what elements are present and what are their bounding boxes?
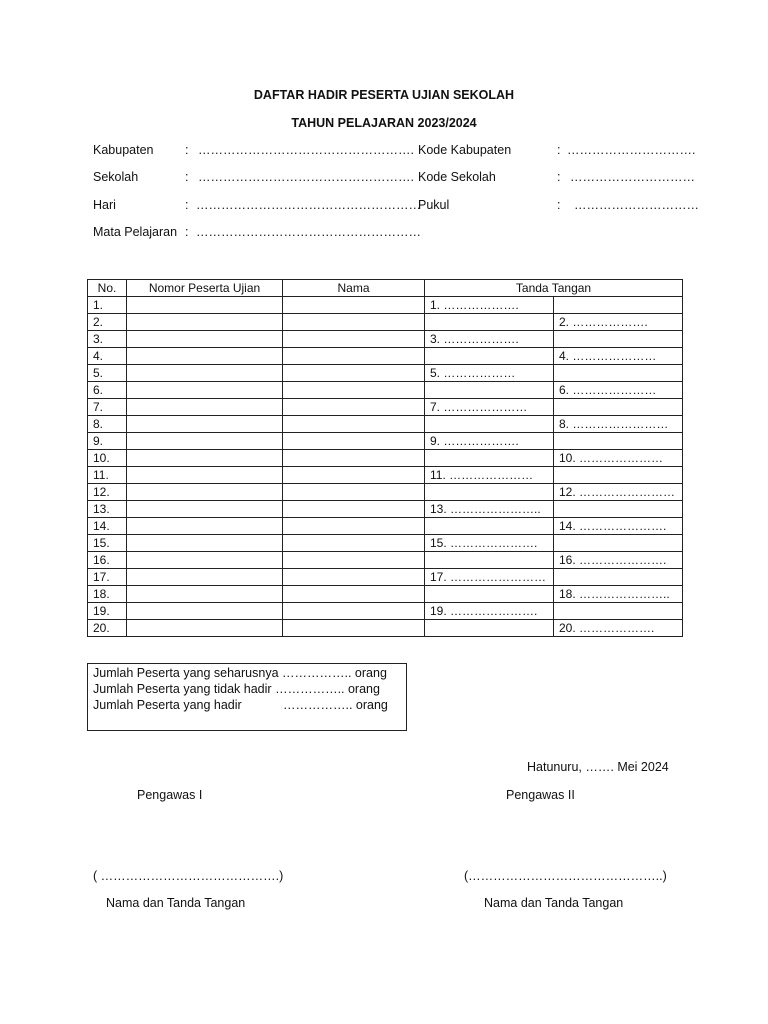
cell-signature-right: 2. ……………….	[554, 314, 683, 331]
summary-box	[87, 663, 407, 731]
cell-signature-left	[425, 348, 554, 365]
label-sekolah: Sekolah	[93, 170, 139, 184]
sep-kode-sekolah: :	[557, 170, 561, 184]
cell-signature-right	[554, 433, 683, 450]
cell-signature-left	[425, 620, 554, 637]
cell-signature-left: 1. ……………….	[425, 297, 554, 314]
cell-signature-left	[425, 314, 554, 331]
cell-signature-right: 12. ……………………	[554, 484, 683, 501]
summary-present-value: …………….. orang	[283, 698, 388, 712]
sep-sekolah: :	[185, 170, 189, 184]
cell-signature-right: 18. …………………..	[554, 586, 683, 603]
cell-no: 3.	[88, 331, 127, 348]
table-row	[88, 501, 683, 518]
cell-no: 4.	[88, 348, 127, 365]
column-header-tanda-tangan: Tanda Tangan	[425, 280, 683, 297]
cell-nama	[283, 586, 425, 603]
table-row	[88, 484, 683, 501]
cell-nomor-peserta	[127, 314, 283, 331]
cell-no: 17.	[88, 569, 127, 586]
cell-nomor-peserta	[127, 586, 283, 603]
cell-nama	[283, 348, 425, 365]
pengawas-2-title: Pengawas II	[506, 788, 575, 802]
cell-no: 19.	[88, 603, 127, 620]
cell-signature-right	[554, 535, 683, 552]
table-row	[88, 365, 683, 382]
summary-expected-value: …………….. orang	[282, 666, 387, 680]
cell-nama	[283, 450, 425, 467]
cell-nama	[283, 314, 425, 331]
cell-nama	[283, 331, 425, 348]
cell-no: 14.	[88, 518, 127, 535]
cell-signature-right	[554, 365, 683, 382]
attendance-table	[87, 279, 683, 637]
column-header-nama: Nama	[283, 280, 425, 297]
cell-no: 10.	[88, 450, 127, 467]
table-row	[88, 433, 683, 450]
cell-nama	[283, 620, 425, 637]
cell-signature-left: 5. ………………	[425, 365, 554, 382]
cell-signature-left: 11. …………………	[425, 467, 554, 484]
cell-nomor-peserta	[127, 331, 283, 348]
cell-signature-left	[425, 518, 554, 535]
value-kabupaten: …………………………………………….	[198, 143, 414, 157]
cell-nama	[283, 399, 425, 416]
label-kabupaten: Kabupaten	[93, 143, 154, 157]
cell-nomor-peserta	[127, 399, 283, 416]
cell-no: 18.	[88, 586, 127, 603]
label-mata-pelajaran: Mata Pelajaran	[93, 225, 178, 239]
cell-nomor-peserta	[127, 535, 283, 552]
cell-nomor-peserta	[127, 450, 283, 467]
table-row	[88, 467, 683, 484]
cell-nomor-peserta	[127, 603, 283, 620]
cell-signature-right	[554, 331, 683, 348]
table-row	[88, 552, 683, 569]
cell-no: 6.	[88, 382, 127, 399]
summary-present-label: Jumlah Peserta yang hadir	[93, 698, 242, 712]
sep-kode-kabupaten: :	[557, 143, 561, 157]
value-hari: ………………………………………………	[196, 198, 421, 212]
table-row	[88, 569, 683, 586]
cell-signature-right: 10. …………………	[554, 450, 683, 467]
cell-nomor-peserta	[127, 416, 283, 433]
cell-no: 12.	[88, 484, 127, 501]
cell-no: 16.	[88, 552, 127, 569]
cell-nomor-peserta	[127, 433, 283, 450]
table-row	[88, 518, 683, 535]
cell-nomor-peserta	[127, 297, 283, 314]
table-header-row	[88, 280, 683, 297]
cell-nomor-peserta	[127, 382, 283, 399]
table-row	[88, 535, 683, 552]
cell-no: 7.	[88, 399, 127, 416]
table-row	[88, 331, 683, 348]
cell-signature-left	[425, 484, 554, 501]
cell-signature-left: 17. ……………………	[425, 569, 554, 586]
table-row	[88, 297, 683, 314]
table-row	[88, 416, 683, 433]
cell-nama	[283, 518, 425, 535]
sep-kabupaten: :	[185, 143, 189, 157]
label-kode-kabupaten: Kode Kabupaten	[418, 143, 512, 157]
cell-nama	[283, 433, 425, 450]
cell-nomor-peserta	[127, 467, 283, 484]
cell-signature-left: 19. ………………….	[425, 603, 554, 620]
sep-mata-pelajaran: :	[185, 225, 189, 239]
cell-nama	[283, 501, 425, 518]
value-kode-kabupaten: ………………………….	[567, 143, 696, 157]
summary-expected-label: Jumlah Peserta yang seharusnya	[93, 666, 279, 680]
cell-signature-left	[425, 416, 554, 433]
cell-nomor-peserta	[127, 518, 283, 535]
cell-no: 11.	[88, 467, 127, 484]
cell-signature-right	[554, 501, 683, 518]
cell-nama	[283, 365, 425, 382]
cell-nomor-peserta	[127, 620, 283, 637]
attendance-table-body	[88, 297, 683, 637]
column-header-nomor-peserta: Nomor Peserta Ujian	[127, 280, 283, 297]
column-header-no: No.	[88, 280, 127, 297]
sep-pukul: :	[557, 198, 561, 212]
cell-signature-left: 3. ……………….	[425, 331, 554, 348]
pengawas-2-signature-line: (………………………………………..)	[464, 869, 667, 883]
summary-absent-value: …………….. orang	[275, 682, 380, 696]
table-row	[88, 399, 683, 416]
cell-signature-right	[554, 399, 683, 416]
table-row	[88, 586, 683, 603]
cell-signature-right: 4. …………………	[554, 348, 683, 365]
cell-signature-left: 15. ………………….	[425, 535, 554, 552]
cell-nomor-peserta	[127, 365, 283, 382]
pengawas-1-caption: Nama dan Tanda Tangan	[106, 896, 246, 910]
cell-nama	[283, 484, 425, 501]
label-hari: Hari	[93, 198, 116, 212]
place-date: Hatunuru, ……. Mei 2024	[527, 760, 669, 774]
pengawas-1-signature-line: ( …………………………………….)	[93, 869, 284, 883]
cell-nomor-peserta	[127, 348, 283, 365]
label-pukul: Pukul	[418, 198, 450, 212]
document-title: DAFTAR HADIR PESERTA UJIAN SEKOLAH	[253, 88, 515, 102]
cell-signature-right: 16. ………………….	[554, 552, 683, 569]
cell-signature-left	[425, 450, 554, 467]
cell-nama	[283, 416, 425, 433]
cell-signature-left	[425, 586, 554, 603]
cell-signature-left	[425, 552, 554, 569]
cell-no: 2.	[88, 314, 127, 331]
value-mata-pelajaran: ………………………………………………	[196, 225, 421, 239]
table-row	[88, 603, 683, 620]
cell-signature-left	[425, 382, 554, 399]
pengawas-2-caption: Nama dan Tanda Tangan	[484, 896, 624, 910]
cell-no: 1.	[88, 297, 127, 314]
table-row	[88, 450, 683, 467]
cell-nomor-peserta	[127, 569, 283, 586]
table-row	[88, 348, 683, 365]
document-subtitle: TAHUN PELAJARAN 2023/2024	[291, 116, 477, 130]
cell-nama	[283, 552, 425, 569]
value-pukul: …………………………	[574, 198, 699, 212]
pengawas-1-title: Pengawas I	[137, 788, 203, 802]
cell-no: 20.	[88, 620, 127, 637]
cell-no: 5.	[88, 365, 127, 382]
summary-line-present	[93, 697, 401, 713]
cell-signature-left: 13. …………………..	[425, 501, 554, 518]
cell-signature-right: 6. …………………	[554, 382, 683, 399]
value-kode-sekolah: …………………………	[570, 170, 695, 184]
cell-nama	[283, 467, 425, 484]
cell-nama	[283, 382, 425, 399]
cell-nama	[283, 569, 425, 586]
cell-signature-right	[554, 603, 683, 620]
cell-signature-right	[554, 569, 683, 586]
cell-no: 13.	[88, 501, 127, 518]
table-row	[88, 314, 683, 331]
cell-nama	[283, 603, 425, 620]
summary-absent-label: Jumlah Peserta yang tidak hadir	[93, 682, 272, 696]
table-row	[88, 620, 683, 637]
sep-hari: :	[185, 198, 189, 212]
cell-signature-right	[554, 297, 683, 314]
summary-line-expected	[93, 665, 401, 681]
cell-signature-right: 14. ………………….	[554, 518, 683, 535]
cell-signature-left: 9. ……………….	[425, 433, 554, 450]
cell-no: 9.	[88, 433, 127, 450]
cell-signature-left: 7. …………………	[425, 399, 554, 416]
cell-no: 15.	[88, 535, 127, 552]
label-kode-sekolah: Kode Sekolah	[418, 170, 496, 184]
cell-nomor-peserta	[127, 484, 283, 501]
cell-signature-right	[554, 467, 683, 484]
summary-line-absent	[93, 681, 401, 697]
cell-signature-right: 20. ……………….	[554, 620, 683, 637]
cell-nomor-peserta	[127, 501, 283, 518]
value-sekolah: …………………………………………….	[198, 170, 414, 184]
cell-signature-right: 8. ……………………	[554, 416, 683, 433]
cell-no: 8.	[88, 416, 127, 433]
cell-nama	[283, 535, 425, 552]
table-row	[88, 382, 683, 399]
cell-nama	[283, 297, 425, 314]
cell-nomor-peserta	[127, 552, 283, 569]
